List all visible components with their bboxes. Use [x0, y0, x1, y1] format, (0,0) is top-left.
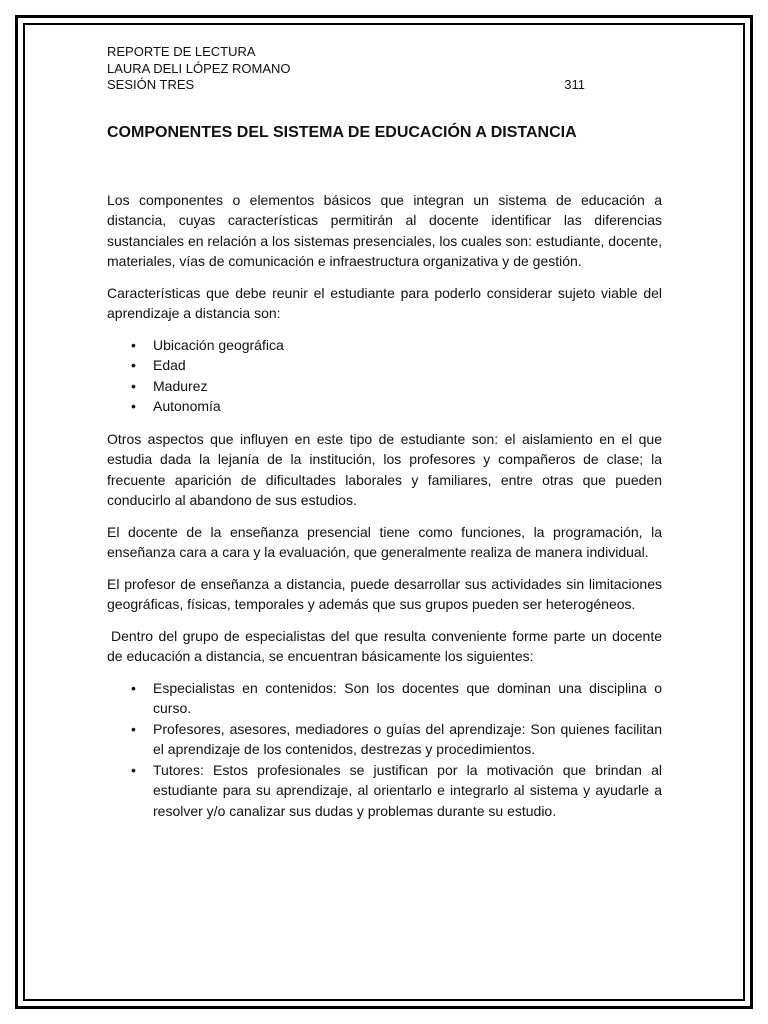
paragraph-distance-teacher: El profesor de enseñanza a distancia, puede desarrollar sus actividades sin limitaciones geográficas, físicas, temporales y además que sus grupos pueden ser heterogéneos. — [107, 575, 662, 612]
document-content — [107, 44, 662, 833]
bullet-icon: • — [131, 377, 136, 394]
bullet-icon: • — [131, 761, 136, 778]
bullet-icon: • — [131, 720, 136, 737]
bullet-icon: • — [131, 398, 136, 414]
document-header — [107, 44, 662, 94]
bullet-icon: • — [131, 336, 136, 353]
student-traits-list — [107, 335, 662, 417]
document-title: COMPONENTES DEL SISTEMA DE EDUCACIÓN A DISTANCIA — [107, 123, 577, 141]
list-item: • Edad — [153, 355, 662, 376]
session-row — [107, 77, 585, 94]
paragraph-components: Los componentes o elementos básicos que integran un sistema de educación a distancia, cuyas características permitirán al docente identificar las diferencias sustanciales en relación a los sistemas presenciales, los cuales son: estudiante, docente, materiales, vías de comunicación e infraestructura organizativa y de gestión. — [107, 191, 662, 269]
report-type: REPORTE DE LECTURA — [107, 44, 256, 59]
specialists-list — [107, 678, 662, 822]
bullet-icon: • — [131, 679, 136, 696]
list-item: • Profesores, asesores, mediadores o guías del aprendizaje: Son quienes facilitan el aprendizaje de los contenidos, destrezas y procedimientos. — [131, 720, 662, 757]
document-body — [107, 190, 662, 822]
list-item: • Especialistas en contenidos: Son los docentes que dominan una disciplina o curso. — [131, 679, 662, 716]
list-item: • Madurez — [153, 376, 662, 397]
author-name: LAURA DELI LÓPEZ ROMANO — [107, 60, 291, 76]
paragraph-student-traits-intro: Características que debe reunir el estudiante para poderlo considerar sujeto viable del aprendizaje a distancia son: — [107, 284, 662, 321]
page-number: 311 — [564, 77, 585, 92]
list-item: • Tutores: Estos profesionales se justifican por la motivación que brindan al estudiante para su aprendizaje, al orientarlo e integrarlo al sistema y ayudarle a resolver y/o canalizar sus dudas y problemas durante su estudio. — [131, 761, 662, 819]
paragraph-specialists-intro: Dentro del grupo de especialistas del que resulta conveniente forme parte un docente de educación a distancia, se encuentran básicamente los siguientes: — [107, 627, 662, 664]
list-item: • Ubicación geográfica — [153, 335, 662, 356]
session-label: SESIÓN TRES — [107, 77, 195, 92]
list-item: • Autonomía — [153, 396, 662, 417]
paragraph-presential-teacher: El docente de la enseñanza presencial tiene como funciones, la programación, la enseñanza cara a cara y la evaluación, que generalmente realiza de manera individual. — [107, 523, 662, 560]
bullet-icon: • — [131, 357, 136, 373]
paragraph-other-aspects: Otros aspectos que influyen en este tipo de estudiante son: el aislamiento en el que estudia dada la lejanía de la institución, los profesores y compañeros de clase; la frecuente aparición de dificultades laborales y familiares, entre otras que pueden conducirlo al abandono de sus estudios. — [107, 430, 662, 508]
